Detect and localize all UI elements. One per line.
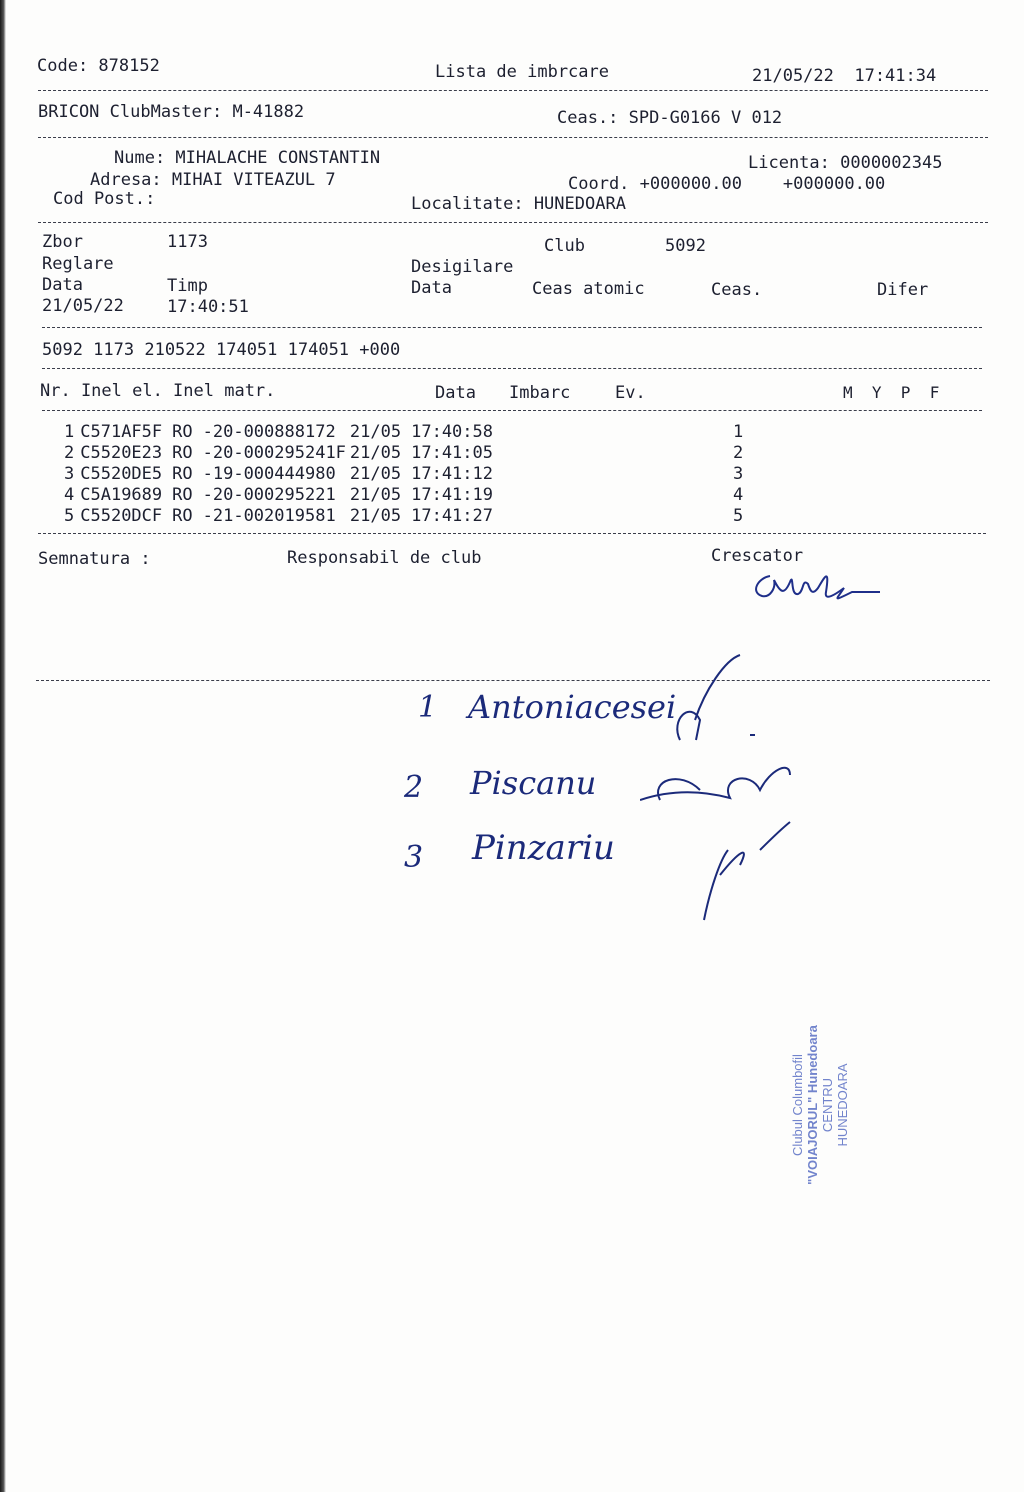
basketing-table [64, 422, 743, 527]
country-code: RO [172, 422, 193, 442]
time-label: Timp [167, 276, 208, 296]
row-number: 3 [64, 464, 75, 484]
basketing-time: 17:41:12 [411, 464, 493, 484]
locality: Localitate: HUNEDOARA [411, 194, 626, 214]
mark-m: 3 [733, 464, 744, 484]
unseal-date-label: Data [411, 278, 452, 298]
table-header-basketing: Imbarc [509, 383, 571, 403]
club-responsible-label: Responsabil de club [287, 548, 482, 568]
basketing-date: 21/05 [349, 485, 402, 505]
divider [42, 368, 982, 369]
club-label: Club [544, 236, 585, 256]
table-header-date: Data [435, 383, 476, 403]
atomic-clock-label: Ceas atomic [532, 279, 645, 299]
country-code: RO [172, 506, 193, 526]
adjustment-time: 17:40:51 [167, 297, 249, 317]
divider [42, 327, 982, 328]
stamp-line: "VOIAJORUL" Hunedoara [805, 1025, 820, 1185]
mark-m: 1 [733, 422, 744, 442]
basketing-time: 17:41:19 [411, 485, 493, 505]
row-number: 2 [64, 443, 75, 463]
difference-label: Difer [877, 280, 929, 300]
ring-number: -19-000444980 [202, 464, 346, 484]
ring-number: -21-002019581 [202, 506, 346, 526]
mark-m: 2 [733, 443, 744, 463]
document-title: Lista de imbrcare [435, 62, 609, 82]
flight-number: 1173 [167, 232, 208, 252]
row-number: 4 [64, 485, 75, 505]
handwritten-name: Pinzariu [472, 828, 615, 868]
stamp-line: CENTRU [820, 1077, 835, 1133]
adjustment-date: 21/05/22 [42, 296, 124, 316]
electronic-ring: C5A19689 [80, 485, 163, 505]
basketing-date: 21/05 [349, 464, 402, 484]
clubmaster-id: BRICON ClubMaster: M-41882 [38, 102, 305, 122]
table-header-rings: Nr. Inel el. Inel matr. [40, 381, 276, 401]
mark-m: 5 [733, 506, 744, 526]
handwritten-name: Piscanu [470, 764, 597, 802]
row-number: 1 [64, 422, 75, 442]
electronic-ring: C571AF5F [80, 422, 163, 442]
clock-label: Ceas. [711, 280, 763, 300]
print-datetime: 21/05/22 17:41:34 [752, 66, 937, 86]
handwritten-number: 3 [404, 840, 424, 875]
unsealing-label: Desigilare [411, 257, 514, 277]
table-row [64, 443, 743, 464]
basketing-time: 17:41:05 [411, 443, 493, 463]
divider [38, 533, 986, 534]
divider [38, 137, 988, 138]
adjustment-label: Reglare [42, 254, 114, 274]
country-code: RO [172, 443, 193, 463]
table-header-flags: M Y P F [843, 383, 940, 402]
date-label: Data [42, 275, 83, 295]
table-row [64, 422, 743, 443]
country-code: RO [172, 485, 193, 505]
postal-code-label: Cod Post.: [53, 189, 156, 209]
ring-number: -20-000295221 [202, 485, 346, 505]
divider [38, 222, 988, 223]
table-row [64, 506, 743, 527]
basketing-date: 21/05 [349, 506, 402, 526]
basketing-time: 17:40:58 [411, 422, 493, 442]
fancier-coordinates: Coord. +000000.00 +000000.00 [568, 174, 886, 194]
electronic-ring: C5520DE5 [80, 464, 163, 484]
ring-number: -20-000888172 [202, 422, 346, 442]
divider [36, 680, 990, 681]
row-number: 5 [64, 506, 75, 526]
handwritten-signatures [640, 650, 820, 930]
table-row [64, 464, 743, 485]
handwritten-number: 1 [418, 690, 438, 725]
divider [38, 90, 988, 91]
fancier-name: Nume: MIHALACHE CONSTANTIN [114, 148, 381, 168]
mark-m: 4 [733, 485, 744, 505]
handwritten-number: 2 [404, 770, 424, 805]
table-row [64, 485, 743, 506]
fancier-license: Licenta: 0000002345 [748, 153, 943, 173]
fancier-signature [740, 562, 890, 612]
handwritten-name: Antoniacesei [468, 688, 677, 726]
basketing-date: 21/05 [349, 443, 402, 463]
fancier-address: Adresa: MIHAI VITEAZUL 7 [90, 170, 336, 190]
country-code: RO [172, 464, 193, 484]
table-header-event: Ev. [615, 383, 646, 403]
flight-label: Zbor [42, 232, 83, 252]
stamp-line: HUNEDOARA [835, 1063, 850, 1147]
signature-label: Semnatura : [38, 549, 151, 569]
clock-id: Ceas.: SPD-G0166 V 012 [557, 108, 783, 128]
fancier-label: Crescator [711, 546, 804, 566]
basketing-date: 21/05 [349, 422, 402, 442]
club-number: 5092 [665, 236, 706, 256]
electronic-ring: C5520DCF [80, 506, 163, 526]
code-label: Code: 878152 [37, 56, 160, 76]
code-line: 5092 1173 210522 174051 174051 +000 [42, 340, 401, 360]
page-edge-shadow [0, 0, 6, 1492]
club-stamp [790, 995, 870, 1215]
divider [42, 410, 982, 411]
basketing-time: 17:41:27 [411, 506, 493, 526]
ring-number: -20-000295241F [202, 443, 346, 463]
stamp-line: Clubul Columbofil [790, 1054, 805, 1156]
electronic-ring: C5520E23 [80, 443, 163, 463]
